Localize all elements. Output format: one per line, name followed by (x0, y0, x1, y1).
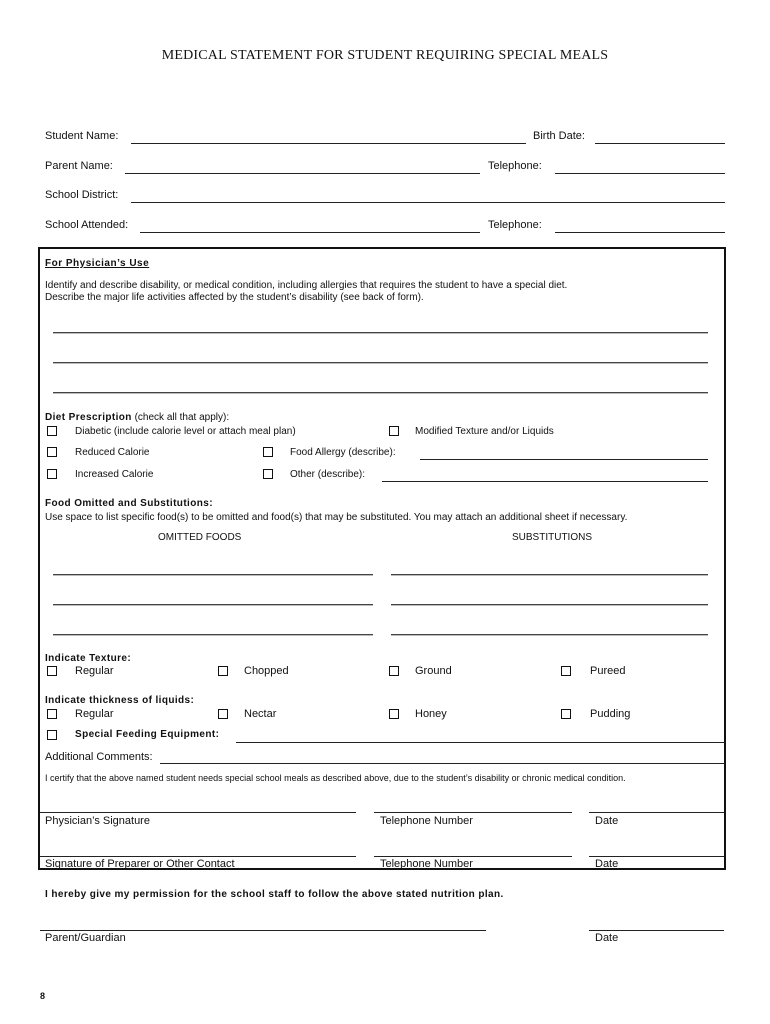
food-omitted-heading: Food Omitted and Substitutions: (45, 498, 213, 509)
physician-instructions-2: Describe the major life activities affected by the student’s disability (see back of form). (45, 292, 424, 303)
other-label: Other (describe): (290, 469, 366, 480)
increased-calorie-checkbox[interactable] (47, 469, 57, 479)
liquid-pudding-label: Pudding (590, 708, 631, 720)
school-district-field[interactable] (131, 202, 725, 203)
physician-instructions-1: Identify and describe disability, or medical condition, including allergies that requires the student to have a special diet. (45, 280, 568, 291)
date-label-1: Date (595, 815, 619, 827)
parent-name-field[interactable] (125, 173, 480, 174)
telephone-number-line-2[interactable] (374, 856, 572, 857)
diet-prescription-note: (check all that apply): (131, 412, 230, 423)
substitution-line-1[interactable] (391, 574, 708, 575)
substitution-line-2[interactable] (391, 604, 708, 605)
additional-comments-label: Additional Comments: (45, 751, 153, 763)
date-line-1[interactable] (589, 812, 724, 813)
substitution-line-3[interactable] (391, 634, 708, 635)
liquid-honey-checkbox[interactable] (389, 709, 399, 719)
date-label-2: Date (595, 858, 619, 870)
texture-pureed-checkbox[interactable] (561, 666, 571, 676)
texture-pureed-label: Pureed (590, 665, 626, 677)
telephone-label-2: Telephone: (488, 219, 542, 231)
liquid-nectar-label: Nectar (244, 708, 277, 720)
telephone-field-2[interactable] (555, 232, 725, 233)
date-line-2[interactable] (589, 856, 724, 857)
condition-line-1[interactable] (53, 332, 708, 333)
preparer-signature-line[interactable] (40, 856, 356, 857)
reduced-calorie-checkbox[interactable] (47, 447, 57, 457)
diet-prescription-heading (45, 412, 229, 423)
parent-guardian-signature-line[interactable] (40, 930, 486, 931)
texture-heading: Indicate Texture: (45, 653, 132, 664)
student-name-field[interactable] (131, 143, 526, 144)
omitted-foods-header: OMITTED FOODS (158, 532, 242, 543)
form-title: MEDICAL STATEMENT FOR STUDENT REQUIRING SPECIAL MEALS (161, 48, 609, 63)
telephone-number-line-1[interactable] (374, 812, 572, 813)
parent-guardian-label: Parent/Guardian (45, 932, 126, 944)
school-district-label: School District: (45, 189, 119, 201)
texture-regular-label: Regular (75, 665, 114, 677)
student-name-label: Student Name: (45, 130, 119, 142)
food-omitted-instructions: Use space to list specific food(s) to be omitted and food(s) that may be substituted. You may attach an additional sheet if necessary. (45, 512, 628, 523)
other-field[interactable] (382, 481, 708, 482)
omitted-food-line-1[interactable] (53, 574, 373, 575)
texture-chopped-label: Chopped (244, 665, 289, 677)
liquid-regular-label: Regular (75, 708, 114, 720)
preparer-signature-label: Signature of Preparer or Other Contact (45, 858, 235, 870)
texture-ground-checkbox[interactable] (389, 666, 399, 676)
substitutions-header: SUBSTITUTIONS (512, 532, 593, 543)
modified-texture-checkbox[interactable] (389, 426, 399, 436)
page-number: 8 (40, 991, 46, 1001)
omitted-food-line-3[interactable] (53, 634, 373, 635)
special-feeding-field[interactable] (236, 742, 725, 743)
omitted-food-line-2[interactable] (53, 604, 373, 605)
diabetic-label: Diabetic (include calorie level or attach meal plan) (75, 426, 296, 437)
physician-signature-line[interactable] (40, 812, 356, 813)
diabetic-checkbox[interactable] (47, 426, 57, 436)
special-feeding-label: Special Feeding Equipment: (75, 729, 220, 740)
physician-signature-label: Physician’s Signature (45, 815, 150, 827)
texture-regular-checkbox[interactable] (47, 666, 57, 676)
birth-date-label: Birth Date: (533, 130, 585, 142)
liquid-pudding-checkbox[interactable] (561, 709, 571, 719)
increased-calorie-label: Increased Calorie (75, 469, 154, 480)
telephone-field-1[interactable] (555, 173, 725, 174)
school-attended-field[interactable] (140, 232, 480, 233)
diet-prescription-title: Diet Prescription (45, 412, 132, 423)
liquid-nectar-checkbox[interactable] (218, 709, 228, 719)
reduced-calorie-label: Reduced Calorie (75, 447, 150, 458)
parent-date-label: Date (595, 932, 619, 944)
birth-date-field[interactable] (595, 143, 725, 144)
school-attended-label: School Attended: (45, 219, 129, 231)
food-allergy-checkbox[interactable] (263, 447, 273, 457)
liquid-honey-label: Honey (415, 708, 447, 720)
condition-line-2[interactable] (53, 362, 708, 363)
permission-statement: I hereby give my permission for the school staff to follow the above stated nutrition plan. (45, 889, 504, 900)
parent-date-line[interactable] (589, 930, 724, 931)
texture-chopped-checkbox[interactable] (218, 666, 228, 676)
other-checkbox[interactable] (263, 469, 273, 479)
condition-line-3[interactable] (53, 392, 708, 393)
food-allergy-label: Food Allergy (describe): (290, 447, 396, 458)
liquids-heading: Indicate thickness of liquids: (45, 695, 195, 706)
special-feeding-checkbox[interactable] (47, 730, 57, 740)
telephone-label-1: Telephone: (488, 160, 542, 172)
parent-name-label: Parent Name: (45, 160, 113, 172)
telephone-number-label-1: Telephone Number (380, 815, 473, 827)
certification-statement: I certify that the above named student needs special school meals as described above, due to the student’s disability or chronic medical condition. (45, 773, 626, 783)
liquid-regular-checkbox[interactable] (47, 709, 57, 719)
food-allergy-field[interactable] (420, 459, 708, 460)
additional-comments-field[interactable] (160, 763, 725, 764)
physician-heading: For Physician’s Use (45, 258, 150, 269)
texture-ground-label: Ground (415, 665, 452, 677)
telephone-number-label-2: Telephone Number (380, 858, 473, 870)
modified-texture-label: Modified Texture and/or Liquids (415, 426, 554, 437)
